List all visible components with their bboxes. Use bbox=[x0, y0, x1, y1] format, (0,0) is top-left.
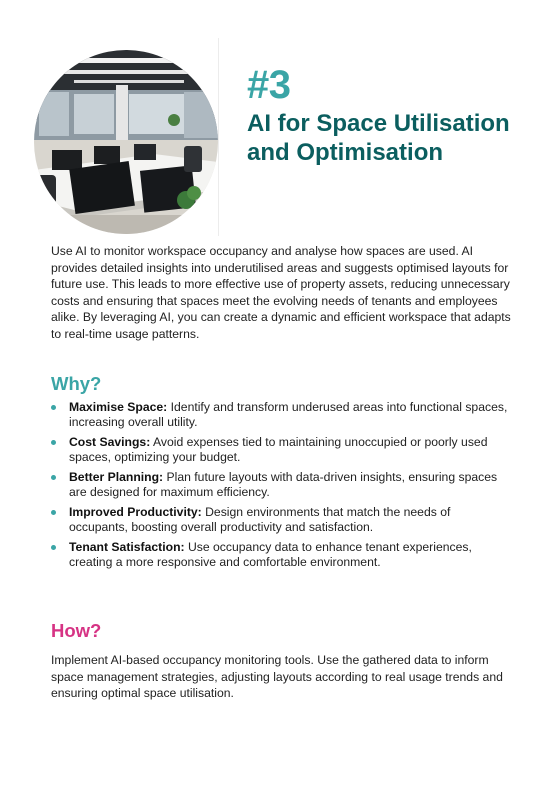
photo-divider bbox=[218, 38, 219, 236]
how-heading: How? bbox=[51, 620, 102, 641]
bullet-icon bbox=[51, 475, 56, 480]
bullet-term: Better Planning: bbox=[69, 470, 164, 485]
title-line-2: and Optimisation bbox=[247, 139, 444, 166]
bullet-text: Plan future layouts with data-driven insights, ensuring spaces are designed for maximum efficiency. bbox=[69, 470, 498, 499]
list-item bbox=[51, 505, 511, 535]
bullet-text: Identify and transform underused areas into functional spaces, increasing overall utility. bbox=[69, 400, 508, 429]
bullet-text: Avoid expenses tied to maintaining unoccupied or poorly used spaces, optimizing your budget. bbox=[69, 435, 488, 464]
bullet-text: Use occupancy data to enhance tenant experiences, creating a more responsive and comfortable environment. bbox=[69, 540, 472, 570]
why-heading: Why? bbox=[51, 373, 102, 394]
section-number: #3 bbox=[247, 63, 291, 107]
office-illustration bbox=[34, 50, 218, 234]
bullet-icon bbox=[51, 440, 56, 445]
bullet-term: Cost Savings: bbox=[69, 435, 151, 450]
intro-paragraph: Use AI to monitor workspace occupancy and analyse how spaces are used. AI provides detailed insights into underutilised areas and suggests optimised layouts for future use. This leads to more effective use of property assets, reducing unnecessary costs and ensuring that spaces meet the evolving needs of tenants and employees alike. By leveraging AI, you can create a dynamic and efficient workspace that adapts to real-time usage patterns. bbox=[51, 244, 511, 341]
list-item bbox=[51, 435, 511, 465]
how-paragraph: Implement AI-based occupancy monitoring tools. Use the gathered data to inform space management strategies, adjusting layouts according to real usage trends and ensuring optimal space utilisation. bbox=[51, 653, 503, 701]
bullet-text: Design environments that match the needs of occupants, boosting overall productivity and satisfaction. bbox=[69, 505, 451, 535]
list-item bbox=[51, 470, 511, 500]
title-line-1: AI for Space Utilisation bbox=[247, 110, 510, 137]
bullet-term: Maximise Space: bbox=[69, 400, 168, 414]
bullet-icon bbox=[51, 405, 56, 410]
why-list bbox=[51, 400, 511, 575]
list-item bbox=[51, 540, 511, 570]
bullet-term: Tenant Satisfaction: bbox=[69, 540, 185, 555]
bullet-term: Improved Productivity: bbox=[69, 505, 202, 520]
bullet-icon bbox=[51, 545, 56, 550]
office-photo bbox=[34, 50, 218, 234]
bullet-icon bbox=[51, 510, 56, 515]
list-item bbox=[51, 400, 511, 430]
page-title bbox=[247, 109, 537, 167]
